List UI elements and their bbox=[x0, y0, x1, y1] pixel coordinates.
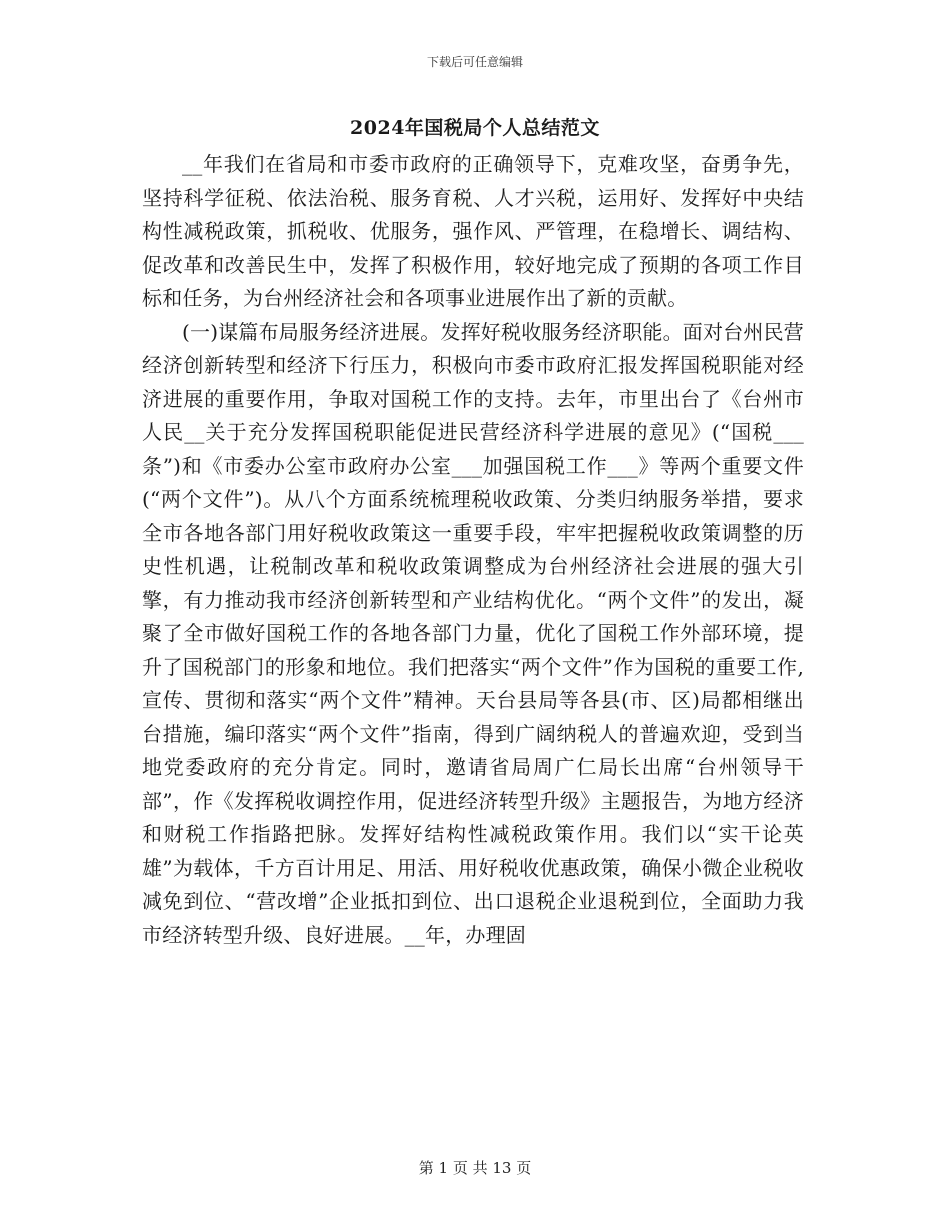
page-number: 第 1 页 共 13 页 bbox=[418, 1159, 532, 1177]
header-note: 下载后可任意编辑 bbox=[426, 55, 523, 69]
paragraph-section-1: (一)谋篇布局服务经济进展。发挥好税收服务经济职能。面对台州民营经济创新转型和经济下行压力，积极向市委市政府汇报发挥国税职能对经济进展的重要作用，争取对国税工作的支持。去年，市里出台了《台州市人民__关于充分发挥国税职能促进民营经济科学进展的意见》(“国税___条”)和《市委办公室市政府办公室___加强国税工作___》等两个重要文件(“两个文件”)。从八个方面系统梳理税收政策、分类归纳服务举措，要求全市各地各部门用好税收政策这一重要手段，牢牢把握税收政策调整的历史性机遇，让税制改革和税收政策调整成为台州经济社会进展的强大引擎，有力推动我市经济创新转型和产业结构优化。“两个文件”的发出，凝聚了全市做好国税工作的各地各部门力量，优化了国税工作外部环境，提升了国税部门的形象和地位。我们把落实“两个文件”作为国税的重要工作,宣传、贯彻和落实“两个文件”精神。天台县局等各县(市、区)局都相继出台措施，编印落实“两个文件”指南，得到广阔纳税人的普遍欢迎，受到当地党委政府的充分肯定。同时，邀请省局周广仁局长出席“台州领导干部”，作《发挥税收调控作用，促进经济转型升级》主题报告，为地方经济和财税工作指路把脉。发挥好结构性减税政策作用。我们以“实干论英雄”为载体，千方百计用足、用活、用好税收优惠政策，确保小微企业税收减免到位、“营改增”企业抵扣到位、出口退税企业退税到位，全面助力我市经济转型升级、良好进展。__年，办理固 bbox=[142, 319, 805, 947]
paragraph-intro: __年我们在省局和市委市政府的正确领导下，克难攻坚，奋勇争先，坚持科学征税、依法治税、服务育税、人才兴税，运用好、发挥好中央结构性减税政策，抓税收、优服务，强作风、严管理，在稳增长、调结构、促改革和改善民生中，发挥了积极作用，较好地完成了预期的各项工作目标和任务，为台州经济社会和各项事业进展作出了新的贡献。 bbox=[142, 152, 804, 310]
document-title: 2024年国税局个人总结范文 bbox=[350, 117, 600, 139]
document-body bbox=[142, 148, 804, 952]
